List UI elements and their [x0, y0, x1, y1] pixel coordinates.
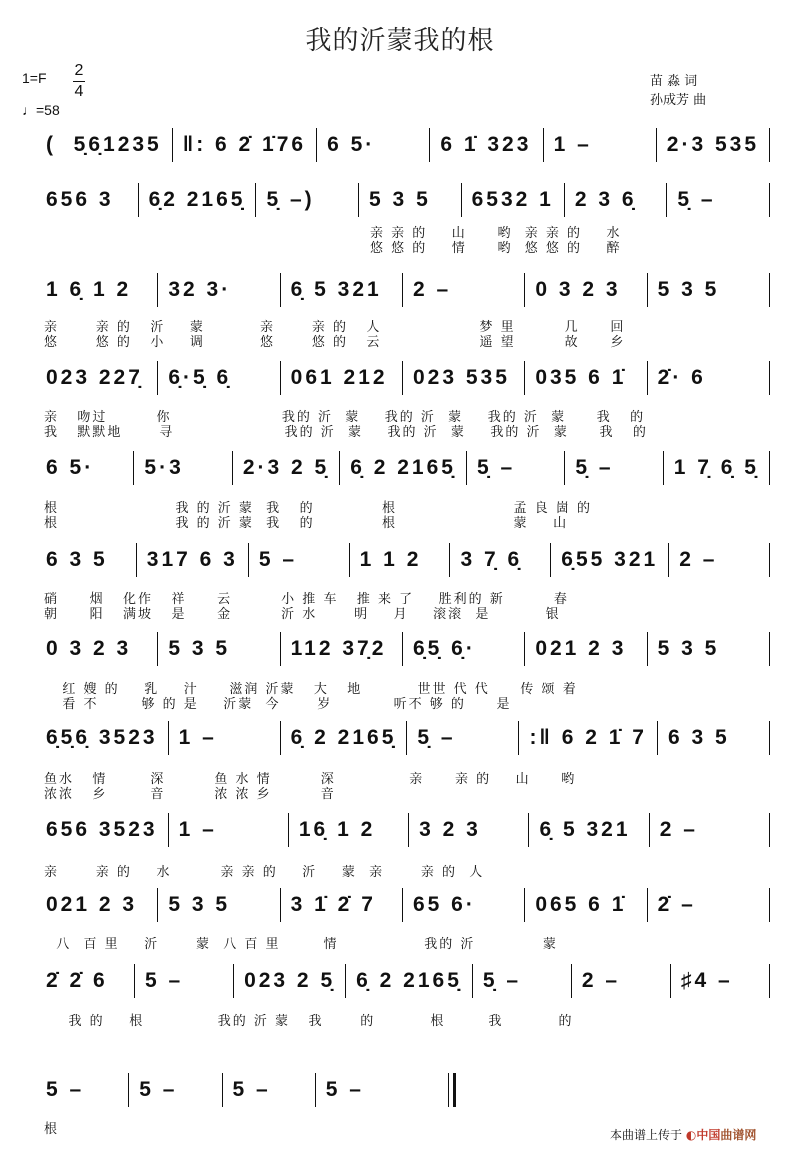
time-top: 2 [74, 62, 84, 79]
measure: 2·3 2 5̣ [242, 456, 330, 479]
measure: 3 7̣ 6̣ [460, 548, 523, 571]
measure: 2̇· 6 [657, 366, 706, 389]
footer-credit [610, 1126, 756, 1143]
measure: ♯4 – [680, 969, 733, 992]
measure: 2 – [412, 278, 452, 301]
measure: 5 3 5 [657, 278, 720, 301]
lyric-line: 看 不 够 的 是 沂蒙 今 岁 听不 够 的 是 [44, 697, 512, 712]
footer-text: 本曲谱上传于 [610, 1128, 683, 1142]
lyric-line: 浓浓 乡 音 浓 浓 乡 音 [44, 787, 336, 802]
measure: 065 6 1̇ [535, 893, 627, 916]
bar-line [769, 632, 770, 666]
composer-credit: 孙成芳 曲 [650, 93, 707, 108]
logo-text-b: 曲谱网 [720, 1128, 757, 1142]
notation-row [36, 721, 770, 755]
measure: 656 3 [46, 188, 114, 211]
measure: 5̣ –) [266, 188, 315, 211]
measure: 32 3· [168, 278, 232, 301]
measure: 6̣55 321 [561, 548, 659, 571]
measure: 0 3 2 3 [46, 637, 132, 660]
bar-line [769, 888, 770, 922]
measure: 6̣ 5 321 [539, 818, 631, 841]
measure: 5 – [325, 1078, 364, 1101]
measure: 6 5· [46, 456, 95, 479]
measure: 023 227̣ [46, 366, 143, 389]
measure: 061 212 [290, 366, 388, 389]
lyricist-credit: 苗 淼 词 [650, 74, 698, 89]
notation-row [36, 543, 770, 577]
measure: 023 2 5̣ [244, 969, 336, 992]
measure: ‖: 6 2̇ 1̇76 [182, 133, 307, 156]
logo-text-a: 中国 [696, 1128, 721, 1142]
notation-row [36, 451, 770, 485]
measure: 5 3 5 [657, 637, 720, 660]
measure: 5 – [232, 1078, 271, 1101]
measure: 65 6· [412, 893, 476, 916]
lyric-line: 亲 亲 的 山 哟 亲 亲 的 水 [370, 226, 622, 241]
lyric-line: 悠 悠 的 情 哟 悠 悠 的 醉 [370, 241, 622, 256]
measure: 6̣ 5 321 [290, 278, 382, 301]
measure: 2̇ – [657, 893, 696, 916]
measure: 023 535 [412, 366, 510, 389]
measure: 5 – [46, 1078, 85, 1101]
measure: 3 1̇ 2̇ 7 [290, 893, 376, 916]
notation-row [36, 273, 770, 307]
measure: 1 6̣ 1 2 [46, 278, 132, 301]
bar-line [769, 128, 770, 162]
lyric-line: 鱼水 情 深 鱼 水 情 深 亲 亲 的 山 哟 [44, 772, 577, 787]
key-signature: 1=F [22, 70, 47, 86]
measure: :‖ 6 2 1̇ 7 [529, 726, 647, 749]
measure: 6̣2 2165̣̣ [148, 188, 246, 211]
bar-line [769, 721, 770, 755]
lyric-line: 亲 亲 的 沂 蒙 亲 亲 的 人 梦 里 几 回 [44, 320, 626, 335]
measure: 5 – [258, 548, 298, 571]
time-bottom: 4 [74, 83, 84, 100]
measure: 5 3 5 [369, 188, 431, 211]
measure: 2 – [679, 548, 718, 571]
notation-row [36, 964, 770, 998]
bar-line [769, 964, 770, 998]
measure: 1 – [178, 726, 217, 749]
lyric-line: 红 嫂 的 乳 汁 滋润 沂蒙 大 地 世世 代 代 传 颂 着 [44, 682, 578, 697]
site-logo-icon: ◐ [685, 1128, 697, 1142]
measure: 5̣ – [476, 456, 516, 479]
measure: 1 – [553, 133, 592, 156]
notation-row [36, 632, 770, 666]
measure: 2 – [581, 969, 621, 992]
measure: 5 3 5 [168, 893, 231, 916]
bar-line [769, 183, 770, 217]
measure: 6̣5̣ 6̣· [412, 637, 476, 660]
notation-row [36, 361, 770, 395]
measure: 3 2 3 [419, 818, 481, 841]
measure: 035 6 1̇ [535, 366, 627, 389]
lyric-line: 亲 吻过 你 我的 沂 蒙 我的 沂 蒙 我的 沂 蒙 我 的 [44, 410, 646, 425]
final-double-bar [448, 1073, 456, 1107]
measure: 1 7̣ 6̣ 5̣ [673, 456, 759, 479]
measure: 656 3523 [46, 818, 158, 841]
measure: 5̣ – [677, 188, 716, 211]
lyric-line: 朝 阳 满坡 是 金 沂 水 明 月 滚滚 是 银 [44, 607, 561, 622]
measure: 021 2 3 [535, 637, 627, 660]
lyric-line: 悠 悠 的 小 调 悠 悠 的 云 遥 望 故 乡 [44, 335, 626, 350]
lyric-line: 根 我 的 沂 蒙 我 的 根 蒙 山 [44, 516, 569, 531]
lyric-line: 我 默默地 寻 我的 沂 蒙 我的 沂 蒙 我的 沂 蒙 我 的 [44, 425, 648, 440]
lyric-line: 根 我 的 沂 蒙 我 的 根 孟 良 崮 的 [44, 501, 592, 516]
bar-line [769, 361, 770, 395]
measure: 5 – [145, 969, 184, 992]
bar-line [769, 543, 770, 577]
measure: 2 – [659, 818, 698, 841]
measure: 6̣ 2 2165̣̣ [350, 456, 456, 479]
measure: 6̣·5̣ 6̣ [168, 366, 232, 389]
measure: 6 3 5 [667, 726, 730, 749]
measure: 021 2 3 [46, 893, 138, 916]
bar-line [769, 813, 770, 847]
time-signature [73, 62, 85, 101]
measure: 6̣5̣6̣ 3523 [46, 726, 158, 749]
lyric-line: 我 的 根 我的 沂 蒙 我 的 根 我 的 [44, 1014, 574, 1029]
notation-row [36, 1073, 456, 1107]
lyric-line: 硝 烟 化作 祥 云 小 推 车 推 来 了 胜利的 新 春 [44, 592, 569, 607]
measure: 317 6 3 [146, 548, 238, 571]
measure: 6̣ 2 2165̣̣ [290, 726, 397, 749]
notation-row [36, 813, 770, 847]
lyric-line: 亲 亲 的 水 亲 亲 的 沂 蒙 亲 亲 的 人 [44, 865, 485, 880]
measure: 2 3 6̣ [574, 188, 637, 211]
measure: 1 1 2 [359, 548, 422, 571]
bar-line [769, 273, 770, 307]
measure: 6 1̇ 323 [440, 133, 532, 156]
measure: 6 3 5 [46, 548, 108, 571]
measure: 6̣ 2 2165̣̣ [356, 969, 462, 992]
measure: ( 5̣6̣1235 [46, 133, 162, 156]
measure: 5̣ – [575, 456, 614, 479]
measure: 2·3 535 [666, 133, 760, 156]
measure: 16̣ 1 2 [298, 818, 376, 841]
measure: 6 5· [327, 133, 376, 156]
measure: 5̣ – [482, 969, 522, 992]
lyric-line: 八 百 里 沂 蒙 八 百 里 情 我的 沂 蒙 [44, 937, 558, 952]
bar-line [769, 451, 770, 485]
notation-row [36, 183, 770, 217]
notation-row [36, 888, 770, 922]
measure: 112 37̣2 [290, 637, 387, 660]
measure: 0 3 2 3 [535, 278, 621, 301]
measure: 1 – [178, 818, 217, 841]
notation-row [36, 128, 770, 162]
measure: 2̇ 2̇ 6 [46, 969, 108, 992]
measure: 5 – [139, 1078, 178, 1101]
measure: 5 3 5 [168, 637, 231, 660]
tempo-marking: ♩=58 [22, 102, 60, 118]
lyric-line: 根 [44, 1122, 60, 1137]
song-title: 我的沂蒙我的根 [305, 26, 495, 56]
measure: 6532 1 [471, 188, 554, 211]
measure: 5̣ – [417, 726, 456, 749]
measure: 5·3 [144, 456, 184, 479]
